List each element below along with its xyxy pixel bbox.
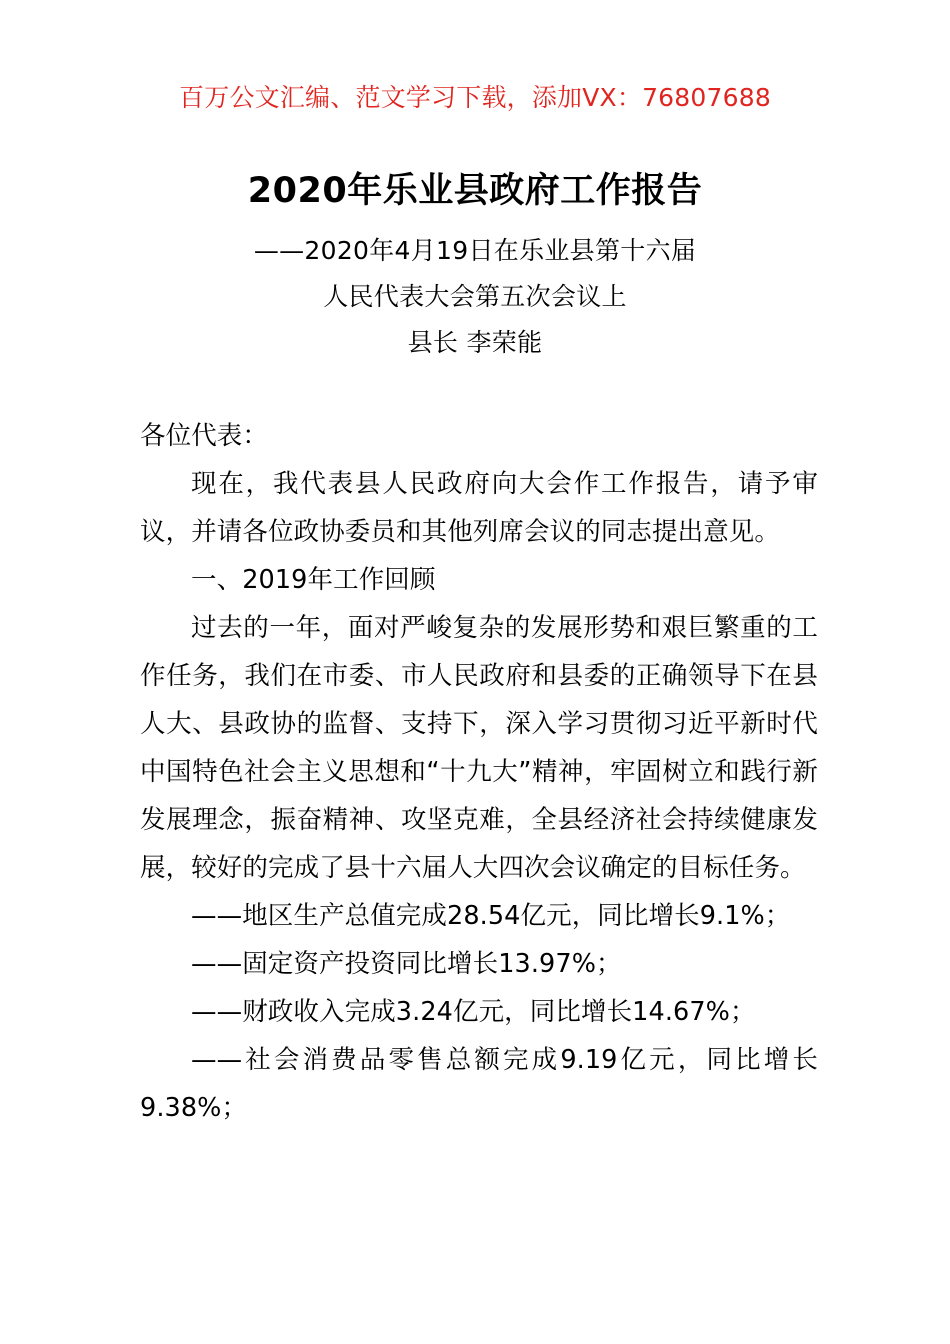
section-1-paragraph: 过去的一年，面对严峻复杂的发展形势和艰巨繁重的工作任务，我们在市委、市人民政府和县委的正确领导下在县人大、县政协的监督、支持下，深入学习贯彻习近平新时代中国特色社会主义思想和“十九大”精神，牢固树立和践行新发展理念，振奋精神、攻坚克难，全县经济社会持续健康发展，较好的完成了县十六届人大四次会议确定的目标任务。 [140, 613, 818, 883]
author-line: 县长 李荣能 [407, 328, 543, 357]
indicator-item: ——社会消费品零售总额完成9.19亿元，同比增长9.38%； [140, 1045, 818, 1123]
salutation: 各位代表： [140, 421, 269, 451]
indicator-item: ——固定资产投资同比增长13.97%； [191, 949, 622, 979]
page-title: 2020年乐业县政府工作报告 [247, 171, 703, 211]
subtitle-block [0, 228, 950, 366]
opening-paragraph: 现在，我代表县人民政府向大会作工作报告，请予审议，并请各位政协委员和其他列席会议的同志提出意见。 [140, 469, 818, 547]
indicator-item: ——地区生产总值完成28.54亿元，同比增长9.1%； [191, 901, 791, 931]
subtitle-line-2: 人民代表大会第五次会议上 [323, 282, 627, 311]
promo-watermark-text: 百万公文汇编、范文学习下载，添加VX：76807688 [179, 83, 771, 112]
section-heading-1: 一、2019年工作回顾 [191, 565, 436, 595]
indicator-item: ——财政收入完成3.24亿元，同比增长14.67%； [191, 997, 756, 1027]
document-body [140, 412, 818, 1132]
subtitle-line-1: ——2020年4月19日在乐业县第十六届 [253, 236, 697, 265]
